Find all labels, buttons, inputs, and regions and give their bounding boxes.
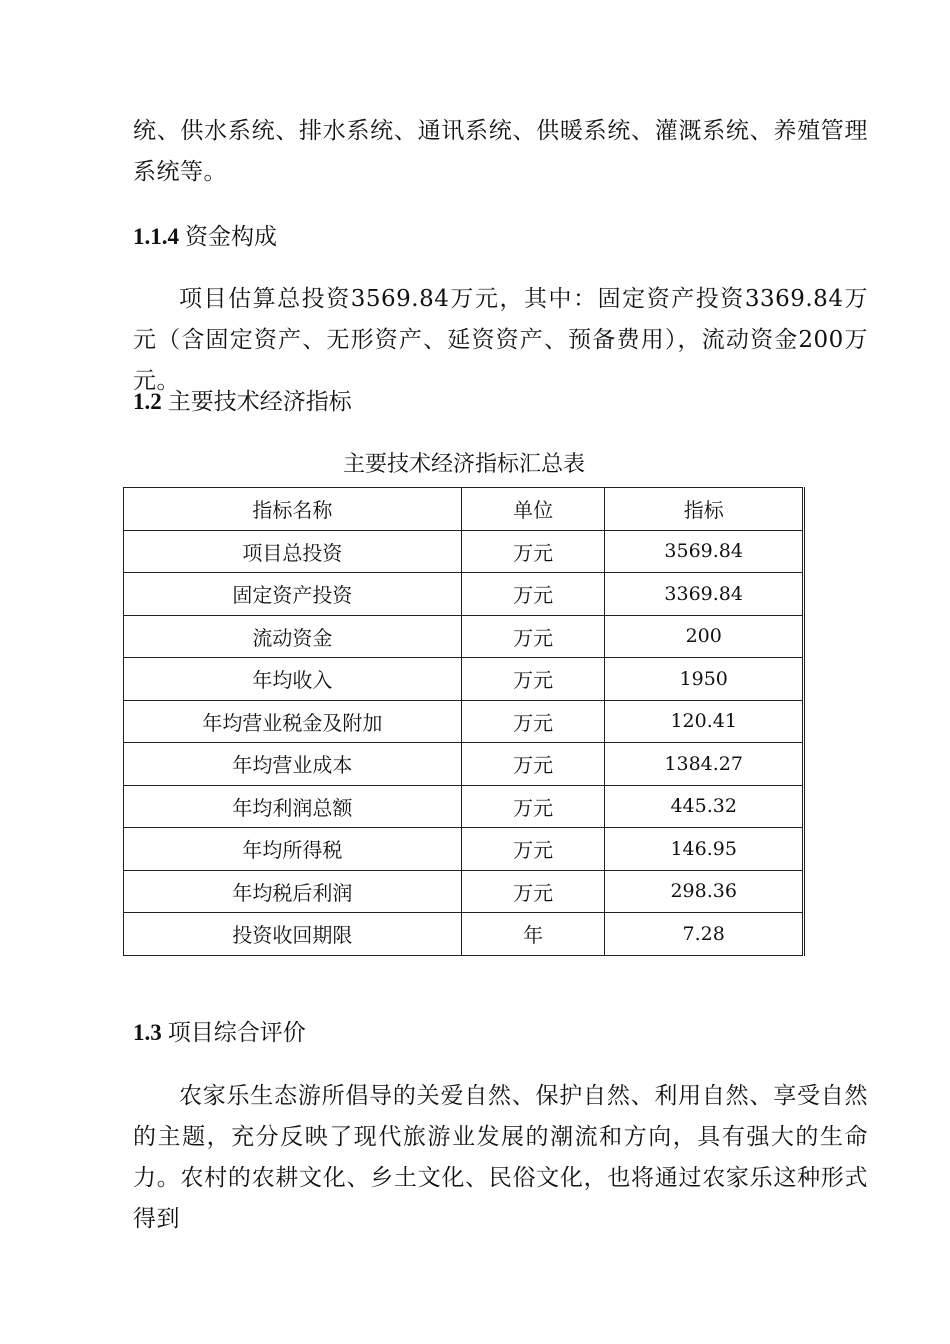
paragraph-funding: 项目估算总投资3569.84万元，其中：固定资产投资3369.84万元（含固定资产、无形资产、延资资产、预备费用），流动资金200万元。 bbox=[133, 286, 868, 394]
header-unit: 单位 bbox=[461, 488, 605, 531]
cell-name: 投资收回期限 bbox=[124, 913, 462, 956]
cell-value: 3369.84 bbox=[605, 573, 804, 616]
cell-value: 146.95 bbox=[605, 828, 804, 871]
cell-name: 流动资金 bbox=[124, 615, 462, 658]
paragraph-systems: 统、供水系统、排水系统、通讯系统、供暖系统、灌溉系统、养殖管理系统等。 bbox=[133, 118, 868, 185]
cell-name: 年均利润总额 bbox=[124, 785, 462, 828]
header-value: 指标 bbox=[605, 488, 804, 531]
section-heading-1-2 bbox=[133, 387, 352, 417]
cell-value: 7.28 bbox=[605, 913, 804, 956]
cell-value: 1950 bbox=[605, 658, 804, 701]
cell-unit: 万元 bbox=[461, 785, 605, 828]
paragraph-evaluation: 农家乐生态游所倡导的关爱自然、保护自然、利用自然、享受自然的主题，充分反映了现代旅游业发展的潮流和方向，具有强大的生命力。农村的农耕文化、乡土文化、民俗文化，也将通过农家乐这种形式得到 bbox=[133, 1083, 868, 1232]
table-row bbox=[124, 658, 804, 701]
cell-name: 项目总投资 bbox=[124, 530, 462, 573]
table-row bbox=[124, 573, 804, 616]
cell-name: 年均所得税 bbox=[124, 828, 462, 871]
table-row bbox=[124, 828, 804, 871]
cell-name: 固定资产投资 bbox=[124, 573, 462, 616]
cell-value: 1384.27 bbox=[605, 743, 804, 786]
cell-unit: 万元 bbox=[461, 700, 605, 743]
cell-unit: 万元 bbox=[461, 573, 605, 616]
section-number: 1.2 bbox=[133, 389, 162, 414]
indicator-summary-table bbox=[123, 487, 805, 956]
cell-value: 200 bbox=[605, 615, 804, 658]
cell-value: 3569.84 bbox=[605, 530, 804, 573]
section-title: 项目综合评价 bbox=[167, 1020, 306, 1046]
cell-unit: 万元 bbox=[461, 530, 605, 573]
cell-name: 年均营业成本 bbox=[124, 743, 462, 786]
cell-unit: 万元 bbox=[461, 870, 605, 913]
table-row bbox=[124, 530, 804, 573]
cell-value: 445.32 bbox=[605, 785, 804, 828]
table-row bbox=[124, 615, 804, 658]
table-row bbox=[124, 743, 804, 786]
table-header-row bbox=[124, 488, 804, 531]
table-row bbox=[124, 700, 804, 743]
table-caption: 主要技术经济指标汇总表 bbox=[342, 452, 585, 477]
cell-unit: 万元 bbox=[461, 658, 605, 701]
cell-name: 年均收入 bbox=[124, 658, 462, 701]
table-row bbox=[124, 913, 804, 956]
cell-value: 120.41 bbox=[605, 700, 804, 743]
section-number: 1.3 bbox=[133, 1020, 162, 1045]
section-heading-1-3 bbox=[133, 1018, 306, 1048]
cell-unit: 万元 bbox=[461, 828, 605, 871]
cell-name: 年均营业税金及附加 bbox=[124, 700, 462, 743]
cell-unit: 万元 bbox=[461, 615, 605, 658]
table-row bbox=[124, 785, 804, 828]
section-number: 1.1.4 bbox=[133, 224, 179, 249]
section-title: 资金构成 bbox=[185, 224, 277, 250]
cell-unit: 年 bbox=[461, 913, 605, 956]
section-heading-1-1-4 bbox=[133, 222, 277, 252]
table-row bbox=[124, 870, 804, 913]
cell-unit: 万元 bbox=[461, 743, 605, 786]
header-indicator-name: 指标名称 bbox=[124, 488, 462, 531]
cell-name: 年均税后利润 bbox=[124, 870, 462, 913]
section-title: 主要技术经济指标 bbox=[167, 389, 352, 415]
cell-value: 298.36 bbox=[605, 870, 804, 913]
